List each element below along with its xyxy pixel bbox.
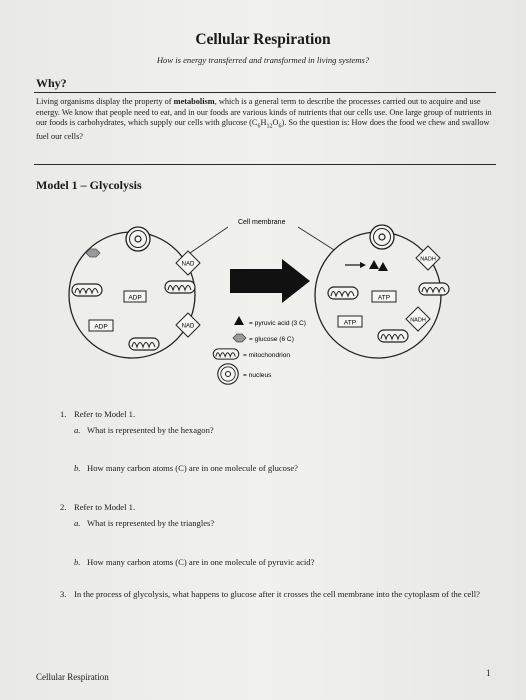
model-heading: Model 1 – Glycolysis [36,178,142,192]
why-top-rule [34,92,496,93]
nadh-label: NADH [410,317,426,324]
adp-label: ADP [94,323,108,331]
atp-label: ATP [377,294,391,302]
footer-label: Cellular Respiration [36,672,109,682]
page-subtitle: How is energy transferred and transformed in living systems? [156,55,370,65]
left-adp-box-2 [89,320,113,331]
legend-glucose-label: = glucose (6 C) [249,336,294,343]
legend-nucleus-icon [218,364,238,384]
nadh-label: NADH [420,256,436,263]
nad-label: NAD [181,323,195,330]
question-3: 3. In the process of glycolysis, what happens to glucose after it crosses the cell membrane into the cytoplasm of the cell? [60,589,480,599]
page-number: 1 [486,668,491,678]
page-title: Cellular Respiration [195,31,331,48]
right-mitochondrion-icon-1 [328,287,358,299]
right-atp-box-1 [372,291,396,302]
nad-label: NAD [181,261,195,268]
atp-label: ATP [343,319,357,327]
legend [213,316,306,384]
legend-mitochondrion-label: = mitochondrion [243,352,291,359]
left-mitochondrion-icon-1 [72,284,102,296]
why-heading: Why? [36,76,67,90]
legend-hexagon-icon [233,334,246,342]
adp-label: ADP [128,294,142,302]
cell-membrane-label: Cell membrane [238,219,286,226]
question-2a: a. What is represented by the triangles? [74,518,215,528]
legend-mitochondrion-icon [213,349,239,359]
membrane-pointer-left [190,227,228,253]
why-paragraph: Living organisms display the property of metabolism, which is a general term to describe the processes carried out to acquire and use energy. We know that people need to eat, and in our foods are various kinds of nutrients that our cells use. One large group of nutrients in our foods is carbohydrates, which supply our cells with glucose $(C_6H_{12}O_6)$. So the question is: How does the food we chew and swallow fuel our cells? [36,97,492,142]
legend-triangle-icon [234,316,244,325]
question-1a: a. What is represented by the hexagon? [74,425,214,435]
question-1b: b. How many carbon atoms (C) are in one molecule of glucose? [74,463,298,473]
left-nucleus-icon [126,227,150,251]
left-mitochondrion-icon-3 [129,338,159,350]
right-mitochondrion-icon-3 [378,330,408,342]
why-bottom-rule [34,164,496,165]
glycolysis-model-diagram [60,205,480,405]
legend-nucleus-label: = nucleus [243,372,272,379]
left-adp-box-1 [124,291,146,302]
right-mitochondrion-icon-2 [419,283,449,295]
left-mitochondrion-icon-2 [165,281,195,293]
legend-pyruvic-label: = pyruvic acid (3 C) [249,320,306,327]
right-atp-box-2 [338,316,362,327]
question-2: 2. Refer to Model 1. [60,502,136,512]
right-nucleus-icon [370,225,394,249]
process-arrow-icon [230,259,310,303]
question-2b: b. How many carbon atoms (C) are in one molecule of pyruvic acid? [74,557,315,567]
question-1: 1. Refer to Model 1. [60,409,136,419]
